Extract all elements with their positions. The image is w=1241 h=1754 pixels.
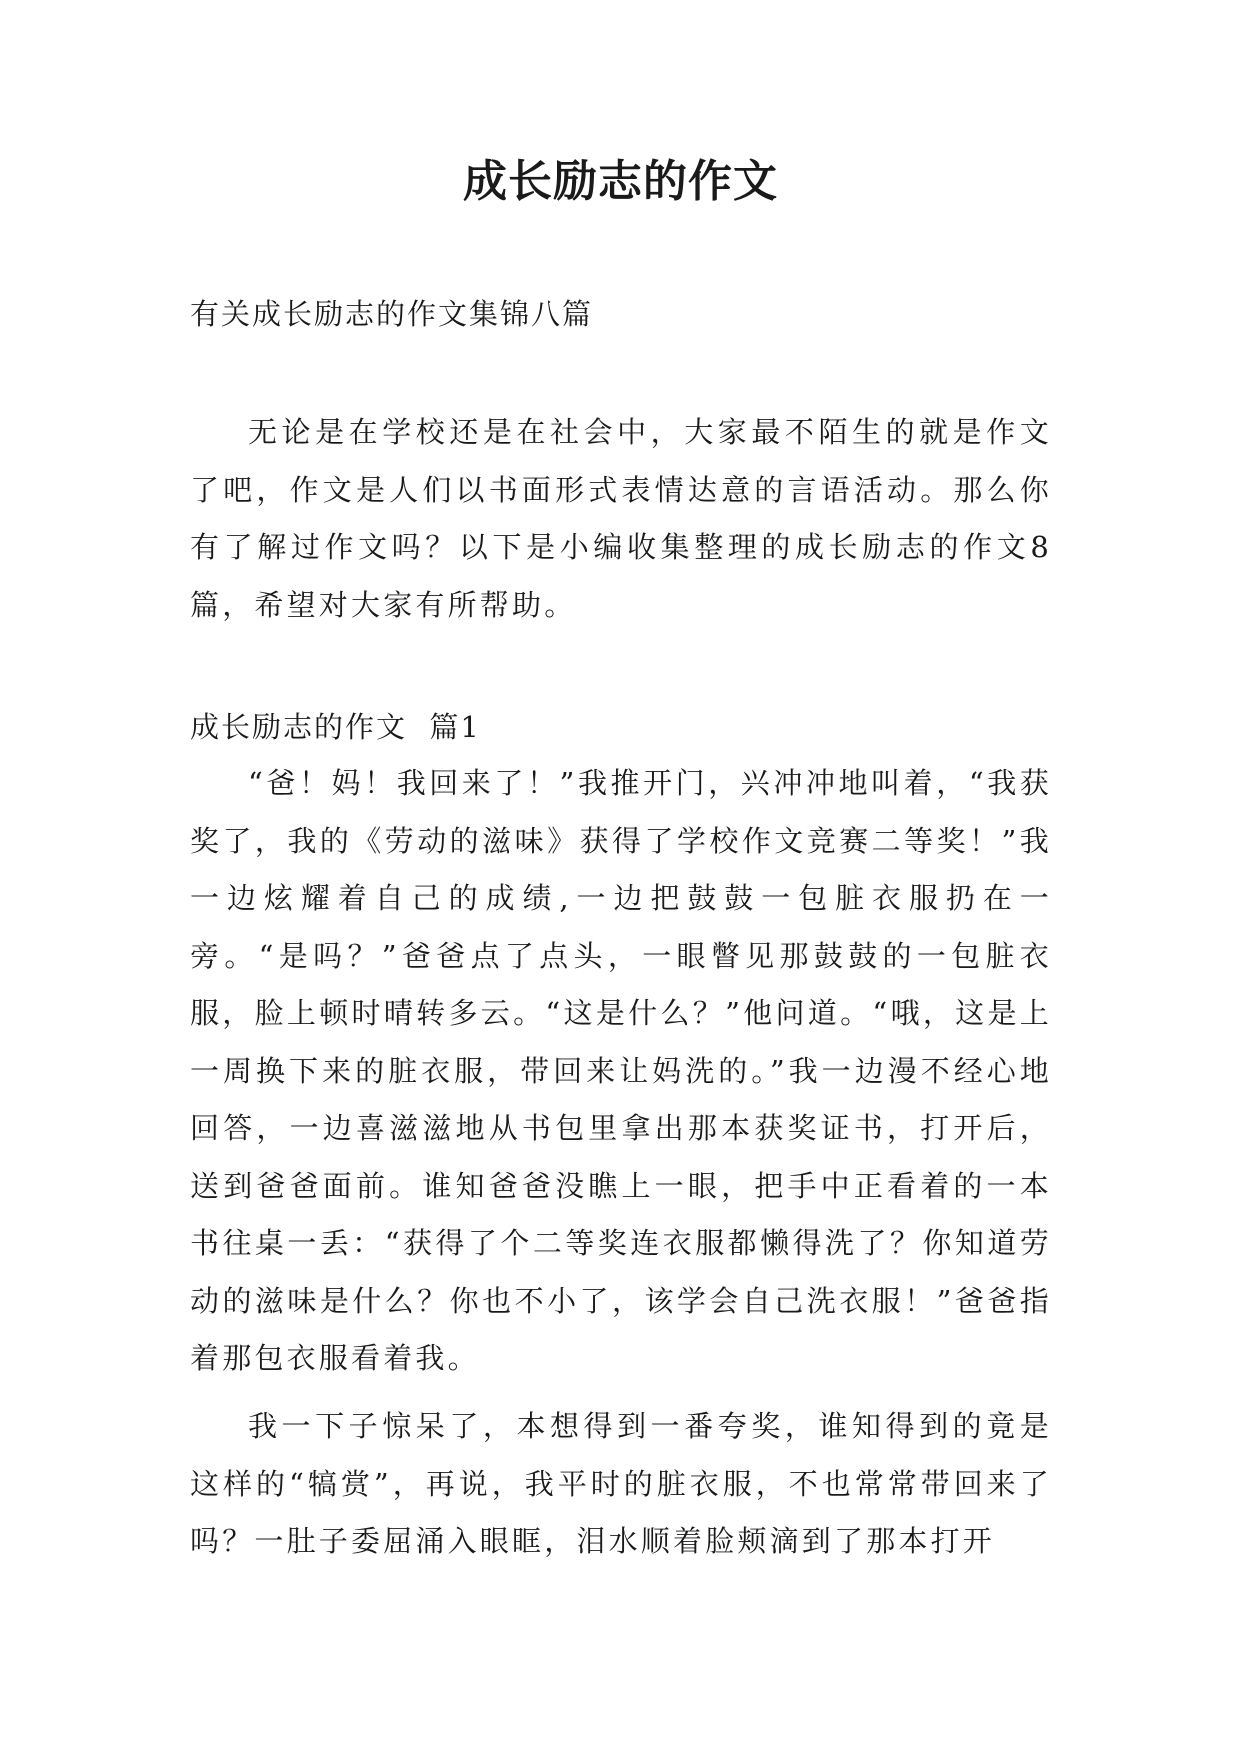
- body-paragraph: “爸！妈！我回来了！”我推开门，兴冲冲地叫着，“我获奖了，我的《劳动的滋味》获得了学校作文竞赛二等奖！”我一边炫耀着自己的成绩,一边把鼓鼓一包脏衣服扔在一旁。“是吗？”爸爸点了点头，一眼瞥见那鼓鼓的一包脏衣服，脸上顿时晴转多云。“这是什么？”他问道。“哦，这是上一周换下来的脏衣服，带回来让妈洗的。”我一边漫不经心地回答，一边喜滋滋地从书包里拿出那本获奖证书，打开后，送到爸爸面前。谁知爸爸没瞧上一眼，把手中正看着的一本书往桌一丢：“获得了个二等奖连衣服都懒得洗了？你知道劳动的滋味是什么？你也不小了，该学会自己洗衣服！”爸爸指着那包衣服看着我。: [190, 766, 1052, 1375]
- body-paragraph: 我一下子惊呆了，本想得到一番夸奖，谁知得到的竟是这样的“犒赏”，再说，我平时的脏衣服，不也常常带回来了吗？一肚子委屈涌入眼眶，泪水顺着脸颊滴到了那本打开: [190, 1409, 1052, 1558]
- intro-paragraph: 无论是在学校还是在社会中，大家最不陌生的就是作文了吧，作文是人们以书面形式表情达意的言语活动。那么你有了解过作文吗？以下是小编收集整理的成长励志的作文8篇，希望对大家有所帮助。: [190, 415, 1052, 622]
- document-subtitle: 有关成长励志的作文集锦八篇: [190, 297, 594, 331]
- document-title: 成长励志的作文: [463, 156, 778, 207]
- section-heading: 成长励志的作文 篇1: [190, 710, 481, 744]
